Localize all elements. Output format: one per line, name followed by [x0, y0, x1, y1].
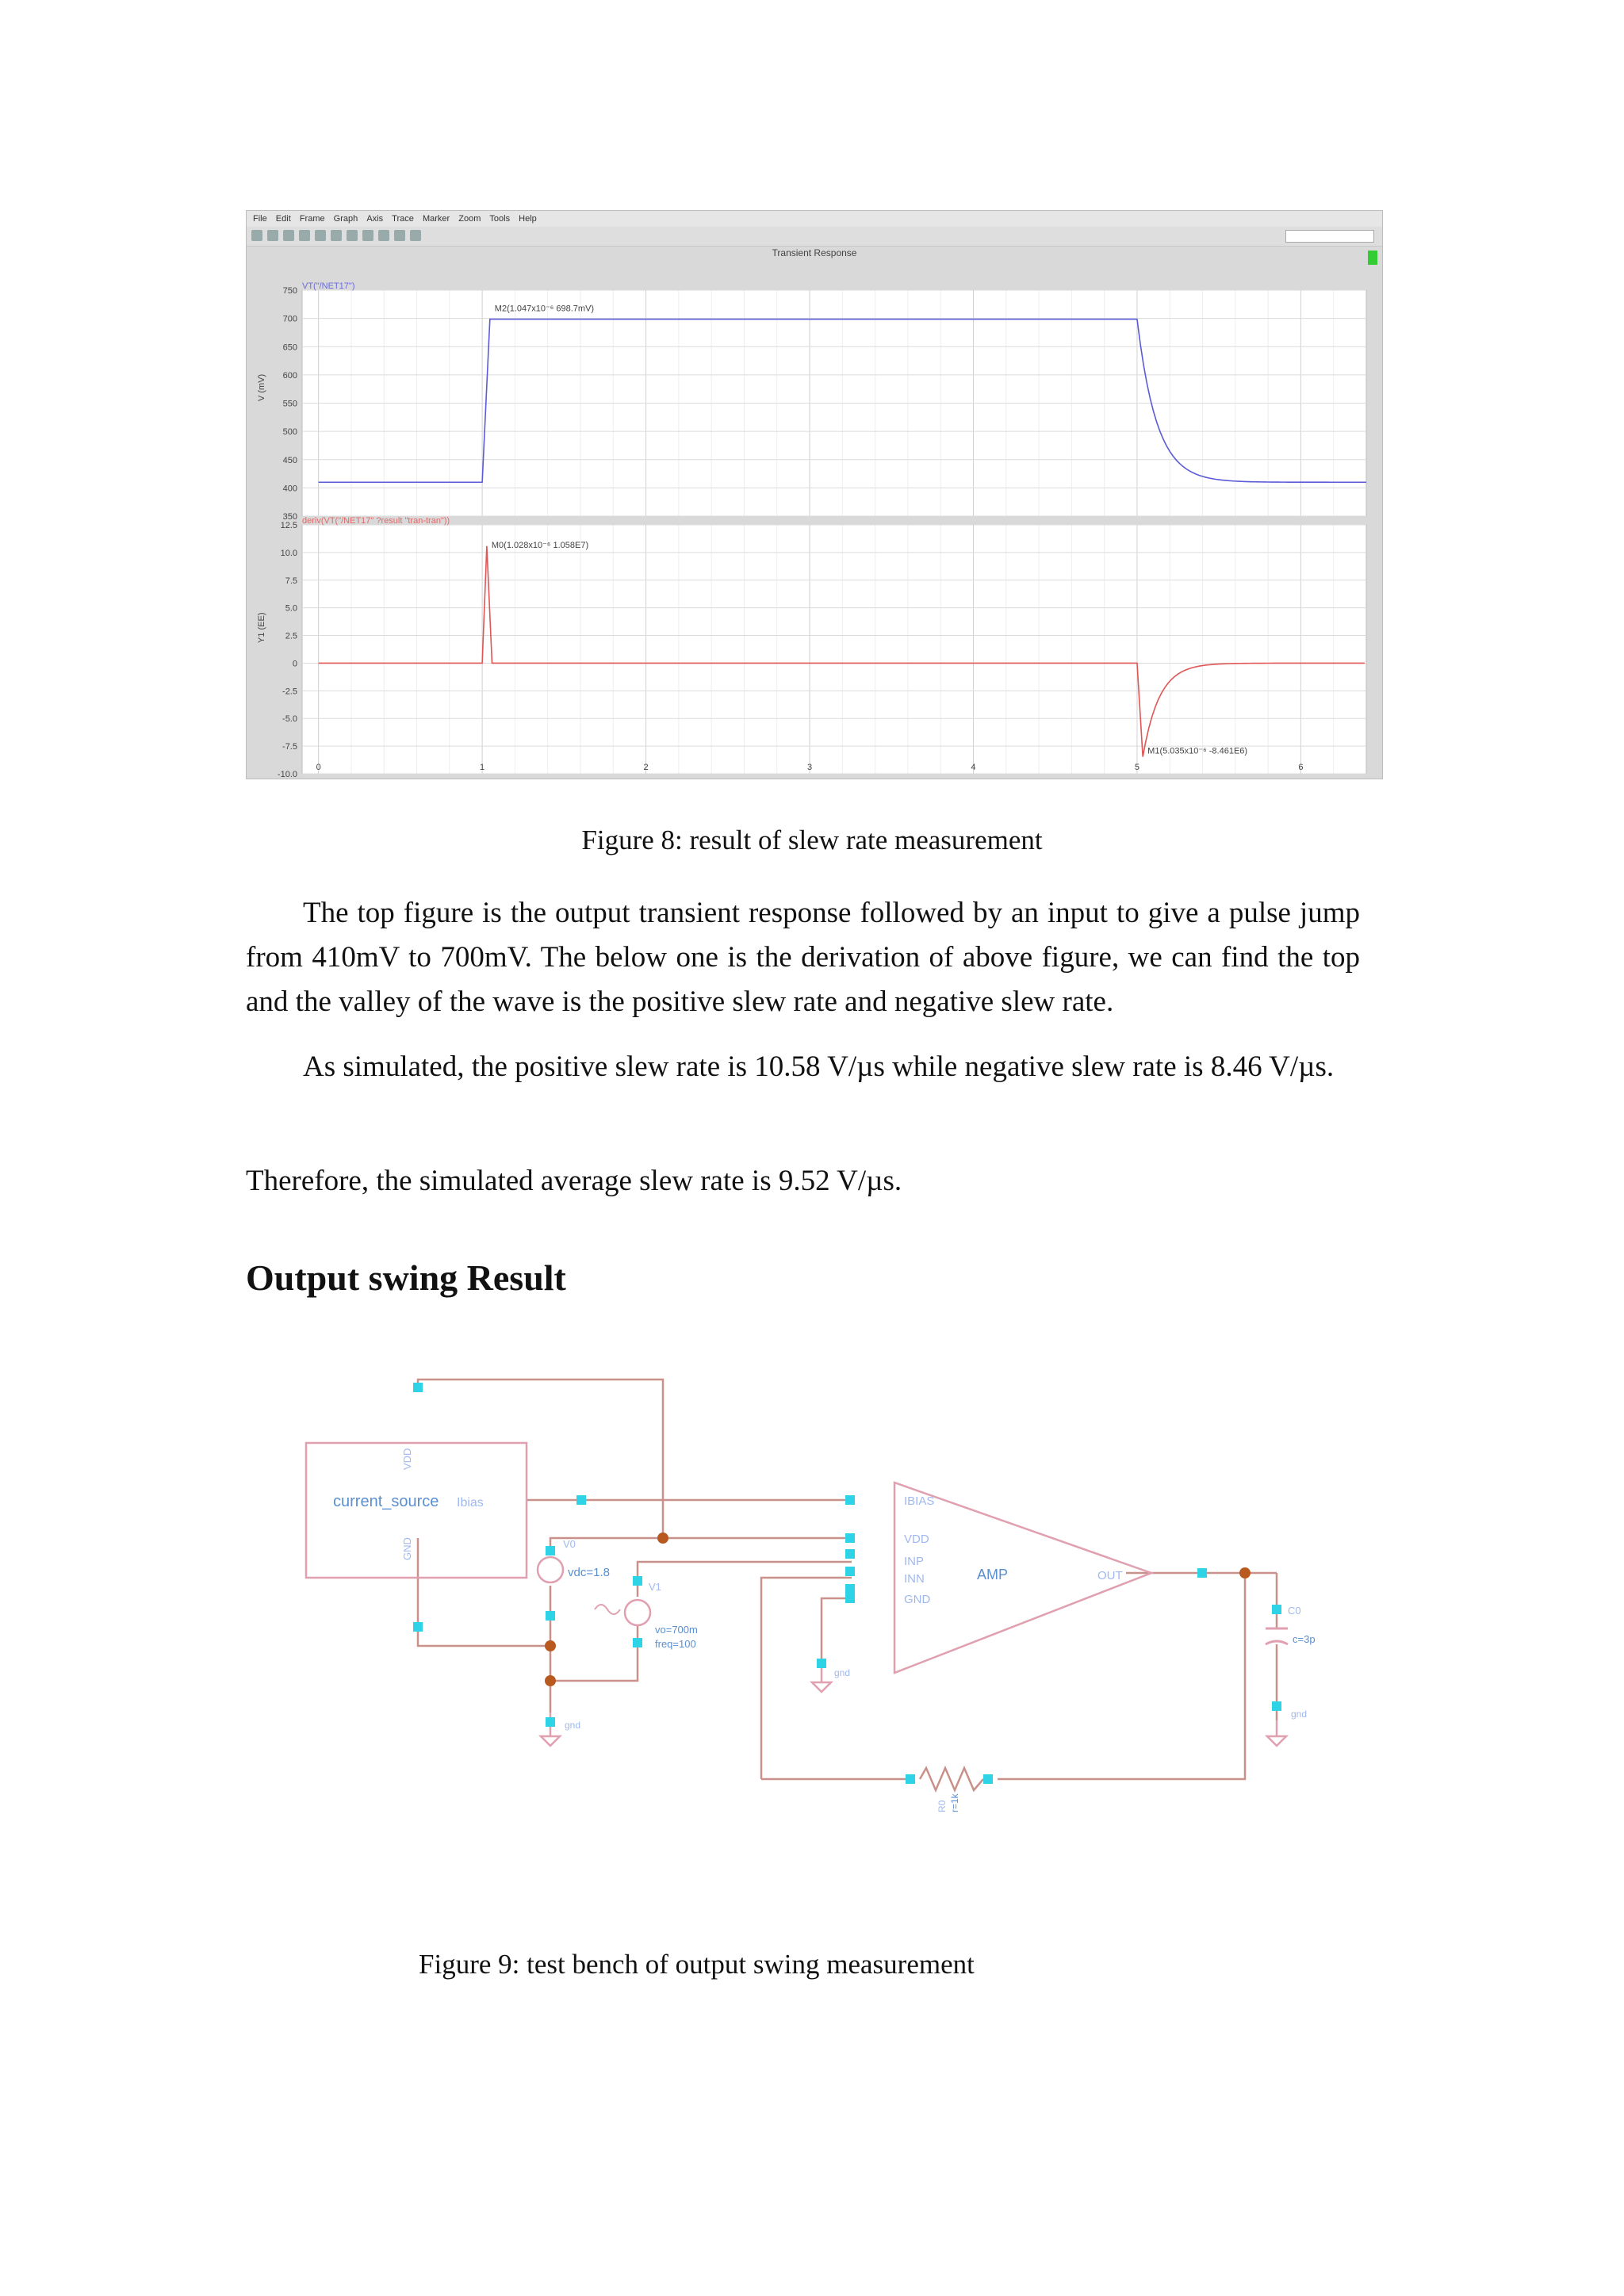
- top-y-axis-label: V (mV): [257, 373, 266, 401]
- y-tick-label: 5.0: [285, 603, 297, 614]
- y-tick-label: -5.0: [282, 714, 297, 725]
- amp-pin-vdd: VDD: [904, 1533, 929, 1546]
- plot-area: [302, 525, 1366, 774]
- v1-name-label: V1: [649, 1581, 661, 1593]
- amp-pin-ibias: IBIAS: [904, 1494, 935, 1508]
- y-tick-label: -2.5: [282, 687, 297, 697]
- section-heading: Output swing Result: [246, 1257, 566, 1298]
- menu-zoom[interactable]: Zoom: [458, 214, 481, 224]
- marker-bottom-neg-label: M1(5.035x10⁻⁶ -8.461E6): [1147, 746, 1248, 756]
- figure8-caption: Figure 8: result of slew rate measurement: [581, 825, 1043, 855]
- menu-file[interactable]: File: [253, 214, 267, 224]
- cap-value-label: c=3p: [1293, 1633, 1316, 1645]
- res-name-label: R0: [936, 1800, 948, 1812]
- current-source-block: [306, 1443, 527, 1578]
- res-value-label: r=1k: [949, 1793, 960, 1812]
- y-tick-label: -7.5: [282, 742, 297, 752]
- menu-trace[interactable]: Trace: [392, 214, 414, 224]
- dc-source-symbol: [538, 1557, 563, 1582]
- y-tick-label: 650: [282, 342, 297, 353]
- menu-help[interactable]: Help: [519, 214, 537, 224]
- cs-gnd-pin-label: GND: [401, 1537, 413, 1560]
- paragraph-1: The top figure is the output transient response followed by an input to give a pulse jump from 410mV to 700mV. The below one is the derivation of above figure, we can find the top and the valley of the wave is the positive slew rate and negative slew rate.: [246, 897, 1360, 1018]
- bottom-trace-legend: deriv(VT("/NET17" ?result "tran-tran")): [302, 516, 450, 526]
- figure9-caption: Figure 9: test bench of output swing measurement: [419, 1949, 975, 1980]
- x-tick-label: 2: [643, 763, 649, 772]
- ground-icon-cap: [1267, 1736, 1286, 1746]
- vsin-amplitude-label: vo=700m: [655, 1624, 698, 1636]
- bottom-y-ticks: [278, 521, 297, 779]
- paragraph-3: Therefore, the simulated average slew rate is 9.52 V/µs.: [246, 1165, 902, 1197]
- y-tick-label: 550: [282, 399, 297, 409]
- transient-plot: [247, 211, 1382, 779]
- bottom-y-axis-label: Y1 (EE): [257, 612, 266, 643]
- menu-edit[interactable]: Edit: [275, 214, 291, 224]
- amp-pin-inn: INN: [904, 1572, 925, 1586]
- y-tick-label: 400: [282, 484, 297, 494]
- amp-pin-out: OUT: [1097, 1569, 1123, 1582]
- top-y-ticks: [283, 286, 297, 522]
- capacitor-symbol: [1266, 1641, 1288, 1644]
- cs-vdd-pin-label: VDD: [401, 1448, 413, 1470]
- v0-name-label: V0: [563, 1538, 576, 1550]
- x-tick-label: 0: [316, 763, 321, 772]
- x-tick-label: 6: [1298, 763, 1304, 772]
- y-tick-label: 12.5: [280, 521, 297, 530]
- vsin-freq-label: freq=100: [655, 1638, 696, 1650]
- sine-wave-icon: [595, 1605, 620, 1614]
- y-tick-label: 10.0: [280, 548, 297, 558]
- menu-tools[interactable]: Tools: [489, 214, 511, 224]
- marker-top-label: M2(1.047x10⁻⁶ 698.7mV): [494, 304, 595, 314]
- gnd-label-amp: gnd: [834, 1667, 851, 1678]
- x-tick-label: 4: [971, 763, 976, 772]
- x-tick-label: 3: [806, 763, 813, 772]
- amp-label: AMP: [977, 1567, 1009, 1582]
- output-swing-schematic: [285, 1372, 1364, 1911]
- menu-axis[interactable]: Axis: [366, 214, 384, 224]
- menu-frame[interactable]: Frame: [299, 214, 325, 224]
- gnd-label-left: gnd: [565, 1720, 581, 1731]
- ground-icon-left: [541, 1736, 560, 1746]
- y-tick-label: 7.5: [285, 576, 297, 586]
- menu-marker[interactable]: Marker: [422, 214, 450, 224]
- amp-pin-gnd: GND: [904, 1593, 931, 1606]
- bottom-grid: [302, 525, 1366, 774]
- menu-graph[interactable]: Graph: [333, 214, 358, 224]
- marker-bottom-pos-label: M0(1.028x10⁻⁶ 1.058E7): [491, 540, 589, 550]
- y-tick-label: 0: [292, 659, 297, 669]
- y-tick-label: 450: [282, 455, 297, 465]
- window-title: Transient Response: [772, 247, 857, 258]
- y-tick-label: 2.5: [285, 631, 297, 641]
- sine-source-symbol: [625, 1600, 650, 1625]
- paragraph-2: As simulated, the positive slew rate is 10.58 V/µs while negative slew rate is 8.46 V/µs.: [303, 1050, 1335, 1083]
- x-tick-label: 1: [480, 763, 485, 772]
- cap-name-label: C0: [1288, 1605, 1301, 1617]
- y-tick-label: -10.0: [277, 770, 297, 779]
- y-tick-label: 700: [282, 314, 297, 324]
- slew-rate-plot-window: [246, 210, 1383, 779]
- vdc-label: vdc=1.8: [568, 1566, 610, 1579]
- ground-icon-amp: [812, 1682, 831, 1692]
- y-tick-label: 750: [282, 286, 297, 296]
- amp-pin-inp: INP: [904, 1555, 925, 1568]
- current-source-label: current_source: [333, 1493, 439, 1510]
- ibias-pin-label: Ibias: [457, 1496, 484, 1510]
- gnd-label-cap: gnd: [1291, 1709, 1308, 1720]
- x-tick-label: 5: [1134, 763, 1140, 772]
- top-trace-legend: VT("/NET17"): [302, 281, 355, 291]
- y-tick-label: 500: [282, 427, 297, 438]
- y-tick-label: 350: [282, 512, 297, 522]
- y-tick-label: 600: [282, 370, 297, 381]
